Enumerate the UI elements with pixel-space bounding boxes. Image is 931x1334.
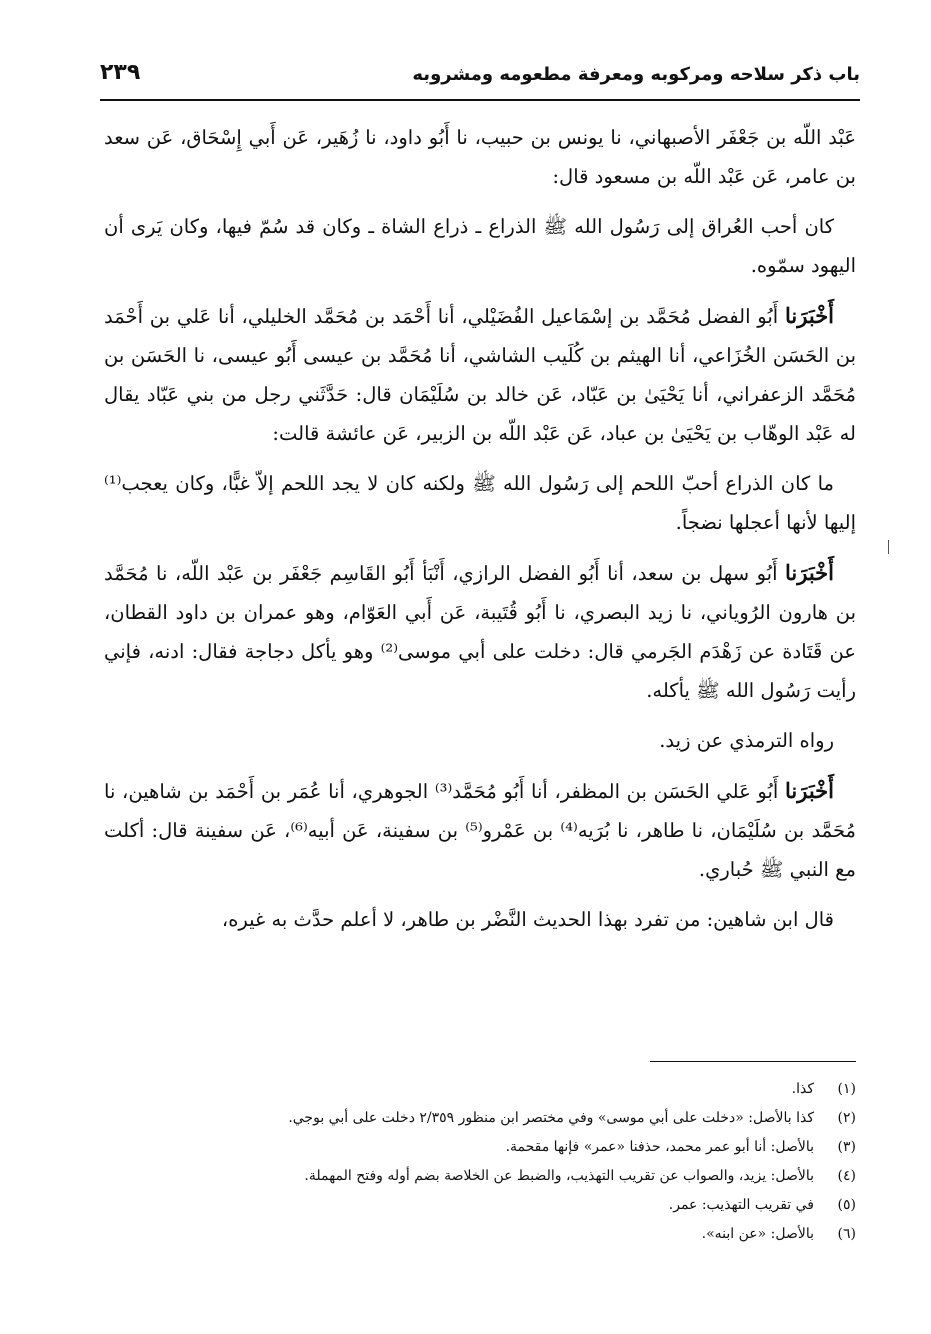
paragraph-text: أَبُو الفضل مُحَمَّد بن إسْمَاعيل الفُضَيْلي، أنا أَحْمَد بن مُحَمَّد الخليلي، أنا عَلي بن أَحْمَد بن الحَسَن الخُزَاعي، أنا الهيثم بن كُلَيب الشاشي، أنا مُحَمَّد بن عيسى أَبُو عيسى، نا الحَسَن بن مُحَمَّد الزعفراني، أنا يَحْيَىٰ بن عَبّاد، عَن خالد بن سُلَيْمَان قال: حَدَّثَني رجل من بني عَبّاد يقال له عَبْد الوهّاب بن يَحْيَىٰ بن عباد، عَن عَبْد اللّه بن الزبير، عَن عائشة قالت:: [104, 305, 856, 445]
footnote-number: (٥): [837, 1197, 856, 1213]
paragraph: [104, 464, 856, 542]
paragraph-text: ما كان الذراع أحبّ اللحم إلى رَسُول الله ﷺ ولكنه كان لا يجد اللحم إلاّ غبًّا، وكان يعجب⁽¹⁾ إليها لأنها أعجلها نضجاً.: [104, 472, 856, 534]
footnote-number: (١): [837, 1081, 856, 1097]
main-text: [104, 118, 856, 950]
paragraph-text: عَبْد اللّه بن جَعْفَر الأصبهاني، نا يونس بن حبيب، نا أَبُو داود، نا زُهَير، عَن أَبي إِسْحَاق، عَن سعد بن عامر، عَن عَبْد اللّه بن مسعود قال:: [104, 126, 856, 188]
paragraph: [104, 721, 856, 760]
paragraph: [104, 296, 856, 453]
footnote-text: بالأصل: «عن ابنه».: [701, 1226, 814, 1242]
footnote: [130, 1220, 856, 1249]
footnote-text: في تقريب التهذيب: عمر.: [668, 1197, 814, 1213]
footnote: [130, 1133, 856, 1162]
footnote-text: كذا بالأصل: «دخلت على أبي موسى» وفي مختصر ابن منظور ٢/٣٥٩ دخلت على أبي بوجي.: [288, 1110, 814, 1126]
footnote: [130, 1162, 856, 1191]
footnotes: [130, 1075, 856, 1249]
paragraph-text: كان أحب العُراق إلى رَسُول الله ﷺ الذراع ـ ذراع الشاة ـ وكان قد سُمّ فيها، وكان يَرى أن اليهود سمّوه.: [104, 215, 856, 277]
chapter-title: باب ذكر سلاحه ومركوبه ومعرفة مطعومه ومشروبه: [412, 64, 860, 85]
footnote-number: (٦): [837, 1226, 856, 1242]
paragraph-lead-word: أَخْبَرَنا: [785, 778, 834, 803]
paragraph: [104, 771, 856, 889]
footnote: [130, 1191, 856, 1220]
footnote: [130, 1104, 856, 1133]
footnote-number: (٣): [837, 1139, 856, 1155]
footnote-text: بالأصل: أنا أبو عمر محمد، حذفنا «عمر» فإنها مقحمة.: [505, 1139, 814, 1155]
running-header: [100, 58, 860, 96]
margin-mark: [888, 540, 889, 554]
paragraph: [104, 553, 856, 710]
footnote-number: (٢): [837, 1110, 856, 1126]
paragraph-lead-word: أَخْبَرَنا: [785, 560, 834, 585]
footnote-number: (٤): [837, 1168, 856, 1184]
footnote-divider: [650, 1061, 856, 1062]
header-divider: [100, 99, 860, 101]
paragraph-text: أَبُو عَلي الحَسَن بن المظفر، أنا أَبُو مُحَمَّد⁽³⁾ الجوهري، أنا عُمَر بن أَحْمَد بن شاهين، نا مُحَمَّد بن سُلَيْمَان، نا طاهر، نا بُرَيه⁽⁴⁾ بن عَمْرو⁽⁵⁾ بن سفينة، عَن أبيه⁽⁶⁾، عَن سفينة قال: أكلت مع النبي ﷺ حُباري.: [104, 780, 856, 881]
paragraph: [104, 118, 856, 196]
paragraph: [104, 900, 856, 939]
paragraph-text: أَبُو سهل بن سعد، أنا أَبُو الفضل الرازي، أَنْبَأ أَبُو القَاسِم جَعْفَر بن عَبْد اللّه، نا مُحَمَّد بن هارون الرُوياني، نا زيد البصري، نا أَبُو قُتَيبة، عَن أَبي العَوّام، وهو عمران بن داود القطان، عن قَتَادة عن زَهْدَم الجَرمي قال: دخلت على أبي موسى⁽²⁾ وهو يأكل دجاجة فقال: ادنه، فإني رأيت رَسُول الله ﷺ يأكله.: [104, 562, 857, 702]
footnote-text: كذا.: [791, 1081, 814, 1097]
paragraph: [104, 207, 856, 285]
paragraph-text: قال ابن شاهين: من تفرد بهذا الحديث النَّضْر بن طاهر، لا أعلم حدَّث به غيره،: [221, 908, 834, 931]
page-number: ٢٣٩: [100, 60, 141, 85]
footnote-text: بالأصل: يزيد، والصواب عن تقريب التهذيب، والضبط عن الخلاصة بضم أوله وفتح المهملة.: [304, 1168, 814, 1184]
paragraph-lead-word: أَخْبَرَنا: [785, 303, 835, 328]
footnote: [130, 1075, 856, 1104]
paragraph-text: رواه الترمذي عن زيد.: [659, 729, 834, 752]
